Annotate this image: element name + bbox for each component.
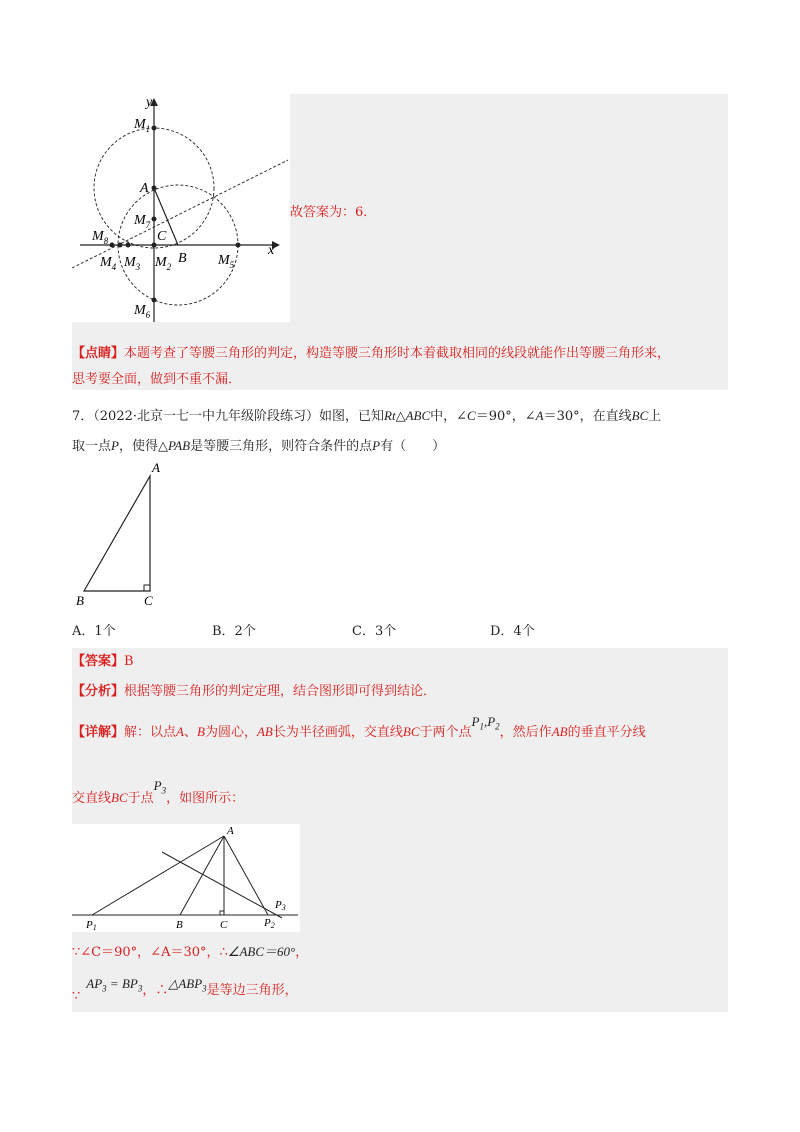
- answer-tag: 【答案】: [72, 654, 125, 669]
- answer-line: 故答案为：6．: [290, 205, 377, 220]
- question-line-1: [72, 406, 661, 427]
- option-a[interactable]: A．1个: [72, 624, 116, 639]
- question-line-2: [72, 436, 445, 457]
- axis-x-label: x: [268, 243, 275, 258]
- q-end1: 上: [648, 409, 662, 424]
- fig2-label-c: C: [144, 593, 153, 608]
- option-d[interactable]: D．4个: [490, 624, 535, 639]
- eq-ap3-bp3: $AP_3 = BP_3$: [86, 976, 143, 994]
- comment-line-1: [72, 344, 670, 364]
- figure-coordinate-circles: [72, 94, 292, 324]
- label-m7: $M_7$: [134, 213, 151, 230]
- option-b[interactable]: B．2个: [212, 624, 256, 639]
- analysis-row: [72, 682, 436, 702]
- label-c: C: [157, 229, 167, 244]
- detail-p1: $P_1,P_2$: [471, 714, 500, 732]
- q-line2c: 是等腰三角形，则符合条件的点: [190, 439, 373, 454]
- q-line2b: ，使得△: [118, 439, 168, 454]
- label-m6: $M_6$: [134, 303, 151, 320]
- fig3-label-a: A: [227, 825, 234, 837]
- comment-text-1: 本题考查了等腰三角形的判定，构造等腰三角形时本着截取相同的线段就能作出等腰三角形来，: [124, 346, 671, 361]
- answer-value: B: [124, 654, 134, 669]
- perpendicular-bisector-ab: [162, 852, 282, 918]
- fig3-label-b: B: [176, 919, 183, 931]
- because-row-2: $\because AP_3 = BP_3$，$\therefore\triangle ABP_3$是等边三角形，: [72, 976, 298, 1004]
- label-m3: $M_3$: [124, 255, 141, 272]
- comment-tag: 【点睛】: [72, 346, 125, 361]
- figure-1-geometry: [72, 98, 288, 322]
- figure-right-triangle: [72, 460, 172, 610]
- answer-row: [72, 652, 134, 672]
- q-bc: BC: [631, 408, 649, 423]
- label-m5: $M_5$: [218, 253, 235, 270]
- detail-row-2: 交直线BC于点$P_3$，如图所示：: [72, 778, 245, 806]
- fig3-label-p3: P3: [275, 899, 286, 912]
- question-number: 7．: [72, 409, 94, 424]
- q-pab: PAB: [167, 438, 191, 453]
- detail-p3: $P_3$: [153, 778, 167, 796]
- figure-1-points: [110, 126, 241, 303]
- q-line2a: 取一点: [72, 439, 112, 454]
- q-rt: Rt: [384, 408, 396, 423]
- label-m2: $M_2$: [155, 255, 172, 272]
- label-b: B: [178, 251, 187, 266]
- analysis-text: 根据等腰三角形的判定定理，结合图形即可得到结论．: [124, 684, 437, 699]
- fig2-label-a: A: [152, 460, 160, 475]
- option-c[interactable]: C．3个: [352, 624, 397, 639]
- segment-a-p2: [224, 836, 268, 915]
- q-eq90: ＝90°，∠: [475, 409, 536, 424]
- label-m8: $M_8$: [92, 229, 109, 246]
- q-p: P: [111, 438, 119, 453]
- figure-construction: [72, 824, 302, 934]
- q-line2d: 有（ ）: [380, 439, 446, 454]
- q-mid: 中，∠: [430, 409, 468, 424]
- detail-tag: 【详解】: [72, 725, 125, 740]
- fig3-label-p2: P2: [264, 917, 275, 930]
- fig3-label-c: C: [220, 919, 228, 931]
- q-tri: △: [395, 409, 406, 424]
- q-a: A: [535, 408, 544, 423]
- q-p2: P: [372, 438, 381, 453]
- q-c: C: [467, 408, 476, 423]
- analysis-tag: 【分析】: [72, 684, 125, 699]
- axis-y-label: y: [146, 95, 153, 110]
- q-eq30: ＝30°，在直线: [543, 409, 632, 424]
- fig2-label-b: B: [76, 593, 84, 608]
- because-row-1: ∵∠C＝90°，∠A＝30°，∴∠ABC＝60°，: [72, 944, 309, 960]
- tri-abp3: $\triangle ABP_3$: [168, 976, 207, 994]
- triangle-abc: [84, 476, 150, 591]
- label-m4: $M_4$: [100, 255, 117, 272]
- figure-3-lines: [72, 836, 298, 918]
- q-abc: ABC: [405, 408, 431, 423]
- detail-row-1: 【详解】解：以点A、B为圆心，AB长为半径画弧，交直线BC于两个点$P_1,P_2$，然后作AB的垂直平分线: [72, 714, 646, 740]
- comment-line-2: 思考要全面，做到不重不漏．: [72, 372, 242, 387]
- label-a: A: [140, 181, 149, 196]
- fig3-label-p1: P1: [86, 919, 97, 932]
- question-source: （2022·北京一七一中九年级阶段练习）如图，已知: [93, 409, 384, 424]
- label-m1: $M_1$: [134, 117, 151, 134]
- segment-a-b: [180, 836, 224, 915]
